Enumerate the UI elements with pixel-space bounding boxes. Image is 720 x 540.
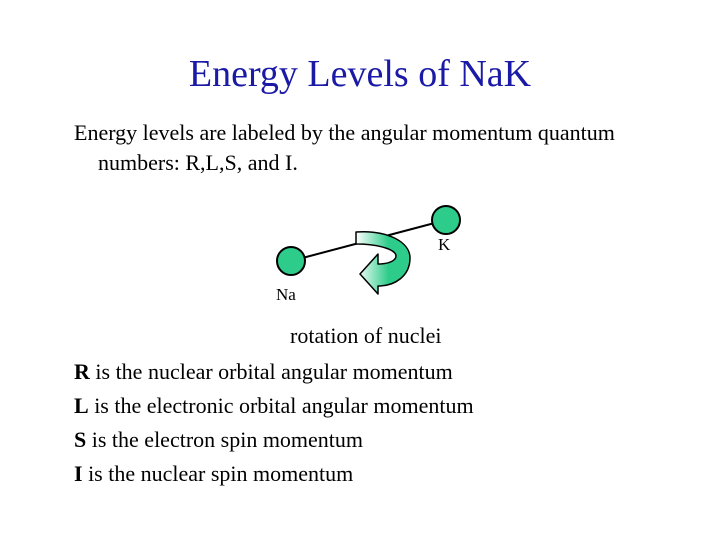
definition-list xyxy=(74,355,474,491)
nak-molecule-diagram xyxy=(260,196,480,314)
intro-line-1: Energy levels are labeled by the angular momentum quantum xyxy=(74,120,615,145)
definition-row-i xyxy=(74,457,474,491)
definition-symbol: R xyxy=(74,359,90,384)
definition-symbol: S xyxy=(74,427,87,452)
definition-row-s xyxy=(74,423,474,457)
intro-line-2: numbers: R,L,S, and I. xyxy=(98,150,298,175)
definition-text: is the nuclear orbital angular momentum xyxy=(89,359,453,384)
atom-k-label: K xyxy=(438,235,451,254)
definition-symbol: L xyxy=(74,393,89,418)
definition-symbol: I xyxy=(74,461,83,486)
definition-text: is the nuclear spin momentum xyxy=(82,461,354,486)
diagram-caption: rotation of nuclei xyxy=(290,323,442,348)
intro-paragraph xyxy=(74,118,694,178)
rotation-arrow-icon xyxy=(356,232,410,294)
na-atom xyxy=(277,247,305,275)
nak-molecule-svg xyxy=(260,196,480,314)
definition-row-l xyxy=(74,389,474,423)
atom-na-label: Na xyxy=(276,285,296,304)
definition-text: is the electron spin momentum xyxy=(86,427,364,452)
k-atom xyxy=(432,206,460,234)
definition-text: is the electronic orbital angular momentum xyxy=(88,393,474,418)
slide-title: Energy Levels of NaK xyxy=(188,53,532,95)
definition-row-r xyxy=(74,355,474,389)
